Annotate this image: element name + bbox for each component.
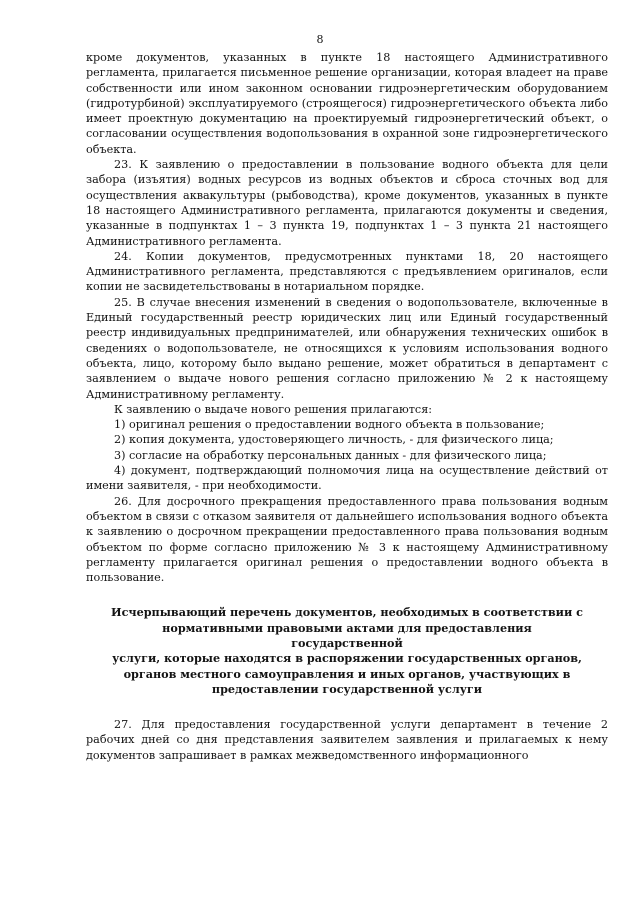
paragraph-25: 25. В случае внесения изменений в сведения о водопользователе, включенные в Единый государственный реестр юридических лиц или Единый государственный реестр индивидуальных предпринимателей, или обнаружения технических ошибок в сведениях о водопользователе, не относящихся к условиям использования водного объекта, лицо, которому было выдано решение, может обратиться в департамент с заявлением о выдаче нового решения согласно приложению № 2 к настоящему Административному регламенту.: [86, 295, 608, 401]
heading-line-4: органов местного самоуправления и иных органов, участвующих в: [123, 666, 571, 681]
heading-line-3: услуги, которые находятся в распоряжении государственных органов,: [112, 651, 582, 666]
attachment-item-2: 2) копия документа, удостоверяющего личность, - для физического лица;: [114, 433, 554, 447]
document-body: [86, 50, 608, 763]
attachments-intro: К заявлению о выдаче нового решения прилагаются:: [114, 402, 433, 416]
paragraph-23: 23. К заявлению о предоставлении в пользование водного объекта для цели забора (изъятия) водных ресурсов из водных объектов и сброса сточных вод для осуществления аквакультуры (рыбоводства), кроме документов, указанных в пункте 18 настоящего Административного регламента, прилагаются документы и сведения, указанные в подпунктах 1 – 3 пункта 19, подпунктах 1 – 3 пункта 21 настоящего Административного регламента.: [86, 158, 608, 248]
paragraph-continuation: кроме документов, указанных в пункте 18 настоящего Административного регламента, прилагается письменное решение организации, которая владеет на праве собственности или ином законном основании гидроэнергетическим оборудованием (гидротурбиной) эксплуатируемого (строящегося) гидроэнергетического объекта либо имеет проектную документацию на проектируемый гидроэнергетический объект, о согласовании осуществления водопользования в охранной зоне гидроэнергетического объекта.: [86, 51, 608, 156]
paragraph-27: 27. Для предоставления государственной услуги департамент в течение 2 рабочих дней со дня представления заявителем заявления и прилагаемых к нему документов запрашивает в рамках межведомственного информационного: [86, 718, 608, 762]
paragraph-26: 26. Для досрочного прекращения предоставленного права пользования водным объектом в связи с отказом заявителя от дальнейшего использования водного объекта к заявлению о досрочном прекращении предоставленного права пользования водным объектом по форме согласно приложению № 3 к настоящему Административному регламенту прилагается оригинал решения о предоставлении водного объекта в пользование.: [86, 494, 608, 585]
heading-line-1: Исчерпывающий перечень документов, необходимых в соответствии с: [111, 605, 583, 620]
attachment-item-3: 3) согласие на обработку персональных данных - для физического лица;: [114, 448, 547, 462]
heading-line-2: нормативными правовыми актами для предоставления государственной: [162, 620, 532, 650]
attachment-item-4: 4) документ, подтверждающий полномочия лица на осуществление действий от имени заявителя, - при необходимости.: [86, 464, 608, 493]
attachment-item-1: 1) оригинал решения о предоставлении водного объекта в пользование;: [114, 418, 545, 432]
section-heading: [86, 605, 608, 697]
heading-line-5: предоставлении государственной услуги: [211, 681, 483, 696]
paragraph-24: 24. Копии документов, предусмотренных пунктами 18, 20 настоящего Административного регламента, представляются с предъявлением оригиналов, если копии не засвидетельствованы в нотариальном порядке.: [86, 249, 608, 294]
page-number: 8: [316, 33, 324, 46]
